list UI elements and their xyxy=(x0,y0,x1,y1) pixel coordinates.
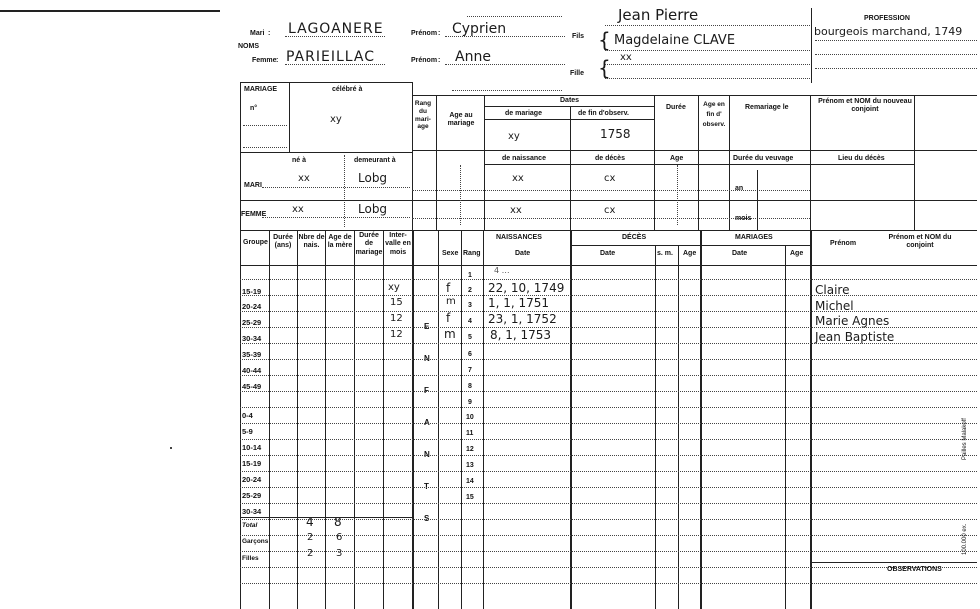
age-header: Age xyxy=(683,250,697,257)
group-label: 0-4 xyxy=(242,411,253,420)
femme-prenom-line xyxy=(445,64,565,65)
celebre-label: célébré à xyxy=(332,86,363,93)
col-line xyxy=(700,230,702,609)
brace: { xyxy=(598,28,611,52)
duree-ans-header: Durée (ans) xyxy=(273,234,293,250)
garcons-label: Garçons xyxy=(242,538,269,545)
nouveau-conjoint-label: Prénom et NOM du nouveau conjoint xyxy=(818,98,912,114)
duree-label: Durée xyxy=(666,104,686,111)
child-sexe: m xyxy=(444,327,456,341)
col-line xyxy=(354,230,355,609)
sexe-header: Sexe xyxy=(442,250,459,257)
femme-ne: xx xyxy=(292,204,304,215)
sm-header: s. m. xyxy=(657,250,673,257)
rank: 15 xyxy=(466,494,474,501)
date-header: Date xyxy=(515,250,531,257)
enfants-letter: N xyxy=(424,354,430,363)
right-sep xyxy=(914,95,915,230)
child-date: 8, 1, 1753 xyxy=(490,328,552,342)
rang-sep xyxy=(436,95,437,230)
mari-ne: xx xyxy=(298,173,310,184)
child-date: 1, 1, 1751 xyxy=(488,296,550,310)
row-line xyxy=(240,295,977,296)
col-line xyxy=(438,230,439,609)
rank: 4 xyxy=(468,318,472,325)
mariage-top-2 xyxy=(412,95,977,96)
child-date: 22, 10, 1749 xyxy=(488,281,565,295)
remariage-label: Remariage le xyxy=(745,104,789,111)
mid-line-2 xyxy=(484,164,914,165)
group-label: 30-34 xyxy=(242,507,262,516)
mariages-age-header: Age xyxy=(790,250,804,257)
row-line xyxy=(240,519,977,520)
total-label: Total xyxy=(242,522,258,529)
mariage-top xyxy=(240,82,412,83)
enfants-letter: N xyxy=(424,450,430,459)
table-head-bottom xyxy=(240,265,977,266)
observations-label: OBSERVATIONS xyxy=(887,566,942,573)
rang-label: Rang du mari-age xyxy=(414,100,432,131)
age-sep xyxy=(484,95,485,230)
profession-value: bourgeois marchand, 1749 xyxy=(814,25,963,38)
demeurant-label: demeurant à xyxy=(354,157,396,164)
dates-line-2 xyxy=(484,119,654,120)
mari-bottom-r xyxy=(412,200,977,201)
col-line xyxy=(383,230,384,609)
garcons-nbre: 2 xyxy=(307,532,314,543)
child-prenom: Marie Agnes xyxy=(815,314,890,328)
femme-name: PARIEILLAC xyxy=(286,49,375,65)
observations-line xyxy=(810,562,977,563)
group-label: 40-44 xyxy=(242,366,262,375)
de-naissance-label: de naissance xyxy=(502,155,546,162)
age-colon-2 xyxy=(677,165,678,225)
group-label: 5-9 xyxy=(242,427,253,436)
col-line xyxy=(297,230,298,609)
filles-age: 3 xyxy=(336,548,343,559)
femme-label-2: FEMME xyxy=(241,211,267,218)
row-line xyxy=(240,391,977,392)
colon: : xyxy=(438,30,441,37)
enfants-letter: A xyxy=(424,418,430,427)
col-line xyxy=(240,230,241,609)
prof-line-2 xyxy=(815,54,977,55)
naissances-header: NAISSANCES xyxy=(496,234,542,241)
fils-2: Magdelaine CLAVE xyxy=(614,33,736,48)
age-fin-sep xyxy=(729,95,730,230)
row-line xyxy=(240,279,977,280)
deces-date-header: Date xyxy=(600,250,616,257)
fille-label: Fille xyxy=(570,70,585,77)
row-line xyxy=(240,423,977,424)
dates-line xyxy=(484,106,654,107)
mariage-title: MARIAGE xyxy=(244,86,278,93)
col-line xyxy=(461,230,462,609)
col-line xyxy=(655,245,656,609)
row-line xyxy=(240,455,977,456)
group-label: 45-49 xyxy=(242,382,262,391)
prenom-nom-conjoint-header: Prénom et NOM du conjoint xyxy=(888,234,952,250)
mois-label: mois xyxy=(735,215,752,222)
group-label: 20-24 xyxy=(242,475,262,484)
date-mariage-value: xy xyxy=(508,131,520,142)
table-top xyxy=(240,230,977,231)
row-line xyxy=(240,551,977,552)
deces-header: DÉCÈS xyxy=(622,234,647,241)
groupe-header: Groupe xyxy=(243,239,268,246)
age-colon xyxy=(460,165,461,225)
rank: 10 xyxy=(466,414,474,421)
row-line xyxy=(240,375,977,376)
deces-mari: cx xyxy=(604,173,616,184)
col-line xyxy=(570,230,572,609)
age-mariage-label: Age au mariage xyxy=(447,112,475,128)
no-label: n° xyxy=(250,105,258,112)
de-deces-label: de décès xyxy=(595,155,625,162)
ne-label: né à xyxy=(292,157,307,164)
child-sexe: m xyxy=(446,296,456,307)
femme-label: Femme xyxy=(252,57,277,64)
col-line xyxy=(269,230,270,609)
group-label: 25-29 xyxy=(242,318,262,327)
total-age: 8 xyxy=(334,515,342,529)
child-prenom: Michel xyxy=(815,299,854,313)
group-label: 15-19 xyxy=(242,287,262,296)
group-label: 10-14 xyxy=(242,443,262,452)
fils-3: xx xyxy=(620,52,632,63)
dot-mark xyxy=(170,447,172,449)
rank: 6 xyxy=(468,351,472,358)
naissance-femme: xx xyxy=(510,205,522,216)
col-line xyxy=(785,245,786,609)
colon: : xyxy=(268,30,271,37)
prenom-header: Prénom xyxy=(830,240,857,247)
totals-top xyxy=(240,517,412,518)
femme-prenom: Anne xyxy=(455,49,491,65)
filles-label: Filles xyxy=(242,555,259,562)
mari-label-2: MARI xyxy=(244,182,262,189)
ne-row-top xyxy=(240,152,412,153)
enfants-letter: S xyxy=(424,514,430,523)
duree-mariage-header: Durée de mariage xyxy=(355,232,383,256)
col-line xyxy=(483,230,484,609)
de-mariage-label: de mariage xyxy=(505,110,542,117)
mari-prenom: Cyprien xyxy=(452,21,507,37)
remariage-sep xyxy=(810,95,811,230)
rank: 9 xyxy=(468,399,472,406)
child-sexe: f xyxy=(446,281,451,295)
group-label: 30-34 xyxy=(242,334,262,343)
fils-1: Jean Pierre xyxy=(618,6,699,24)
filles-nbre: 2 xyxy=(307,548,314,559)
mari-line xyxy=(262,187,410,188)
age-mere-header: Age de la mère xyxy=(327,234,353,250)
profession-label: PROFESSION xyxy=(864,15,910,22)
deces-femme: cx xyxy=(604,205,616,216)
group-label: 35-39 xyxy=(242,350,262,359)
colon: : xyxy=(438,57,441,64)
rank: 14 xyxy=(466,478,474,485)
child-intervalle: 12 xyxy=(390,329,403,340)
rank: 12 xyxy=(466,446,474,453)
fin-observ-value: 1758 xyxy=(600,127,631,141)
duree-veuvage-label: Durée du veuvage xyxy=(733,155,794,162)
child-intervalle: 15 xyxy=(390,297,403,308)
naissance-mari: xx xyxy=(512,173,524,184)
fils-line-4 xyxy=(605,78,810,79)
row-line xyxy=(240,471,977,472)
mariages-header: MARIAGES xyxy=(735,234,773,241)
garcons-age: 6 xyxy=(336,532,343,543)
intervalle-header: Inter-valle en mois xyxy=(385,232,411,256)
row1-date: 4 … xyxy=(494,266,510,275)
child-intervalle: xy xyxy=(388,282,400,293)
child-prenom: Claire xyxy=(815,283,850,297)
fin-observ-label: de fin d'observ. xyxy=(578,110,629,117)
colon: : xyxy=(276,57,279,64)
fils-label: Fils xyxy=(572,33,585,40)
mari-dem: Lobg xyxy=(358,171,388,185)
dates-sep xyxy=(570,106,571,230)
row-line xyxy=(240,359,977,360)
mariage-left xyxy=(240,82,241,230)
row-line xyxy=(240,567,977,568)
duree-sep xyxy=(654,95,655,230)
enfants-letter: E xyxy=(424,322,430,331)
group-label: 20-24 xyxy=(242,302,262,311)
an-label: an xyxy=(735,185,744,192)
enfants-letter: T xyxy=(424,482,429,491)
rank: 13 xyxy=(466,462,474,469)
child-intervalle: 12 xyxy=(390,313,403,324)
fils-line-2 xyxy=(605,50,810,51)
celebre-value: xy xyxy=(330,114,342,125)
rang-header: Rang xyxy=(463,250,481,257)
mariages-date-header: Date xyxy=(732,250,748,257)
row-line xyxy=(240,407,977,408)
mari-line-r xyxy=(412,190,810,191)
mari-name: LAGOANERE xyxy=(288,21,384,37)
nbre-nais-header: Nbre de nais. xyxy=(298,234,325,250)
age-fin-label: Age en fin d' observ. xyxy=(702,101,726,128)
enfants-letter: F xyxy=(424,386,429,395)
rank: 1 xyxy=(468,272,472,279)
group-label: 25-29 xyxy=(242,491,262,500)
mid-line xyxy=(412,150,977,151)
noms-label: NOMS xyxy=(238,43,259,50)
fils-line-3 xyxy=(605,64,810,65)
femme-line xyxy=(262,217,410,218)
deces-sub xyxy=(570,245,810,246)
veuvage-sep xyxy=(757,170,758,230)
side-text-2: 100.000 ex. xyxy=(962,523,968,555)
row-line xyxy=(240,583,977,584)
top-dots xyxy=(467,16,562,17)
mari-row-bottom xyxy=(240,200,412,201)
col-line xyxy=(325,230,326,609)
prenom-label: Prénom xyxy=(411,30,438,37)
col-line xyxy=(678,245,679,609)
col-line xyxy=(412,230,414,609)
femme-dem: Lobg xyxy=(358,202,388,216)
row-line xyxy=(240,439,977,440)
rank: 3 xyxy=(468,302,472,309)
mari-prenom-line xyxy=(445,36,565,37)
femme-name-line xyxy=(285,64,385,65)
bottom-dots xyxy=(452,90,562,91)
side-text-1: Pailles Malakoff xyxy=(962,418,968,460)
rank: 2 xyxy=(468,287,472,294)
prof-line-3 xyxy=(815,68,977,69)
profession-divider xyxy=(811,8,812,83)
rank: 7 xyxy=(468,367,472,374)
stray-line xyxy=(0,10,220,12)
rank: 8 xyxy=(468,383,472,390)
rank: 5 xyxy=(468,334,472,341)
brace: { xyxy=(598,56,611,80)
total-nbre: 4 xyxy=(306,515,314,529)
group-label: 15-19 xyxy=(242,459,262,468)
child-date: 23, 1, 1752 xyxy=(488,312,557,326)
child-prenom: Jean Baptiste xyxy=(815,330,895,344)
row-line xyxy=(240,487,977,488)
prof-line-1 xyxy=(815,40,977,41)
col-line xyxy=(810,230,812,609)
row-line xyxy=(240,311,977,312)
mariage-sub xyxy=(289,82,290,152)
age-label-2: Age xyxy=(670,155,684,162)
row-line xyxy=(240,535,977,536)
prenom-label-2: Prénom xyxy=(411,57,438,64)
fils-line-1 xyxy=(605,25,810,26)
mari-label: Mari xyxy=(250,30,265,37)
rank: 11 xyxy=(466,430,474,437)
dates-label: Dates xyxy=(560,97,580,104)
row-line xyxy=(240,503,977,504)
mari-name-line xyxy=(285,36,385,37)
lieu-deces-label: Lieu du décès xyxy=(838,155,885,162)
celebre-line-2 xyxy=(243,147,287,148)
celebre-line xyxy=(243,125,287,126)
child-sexe: f xyxy=(446,311,451,325)
